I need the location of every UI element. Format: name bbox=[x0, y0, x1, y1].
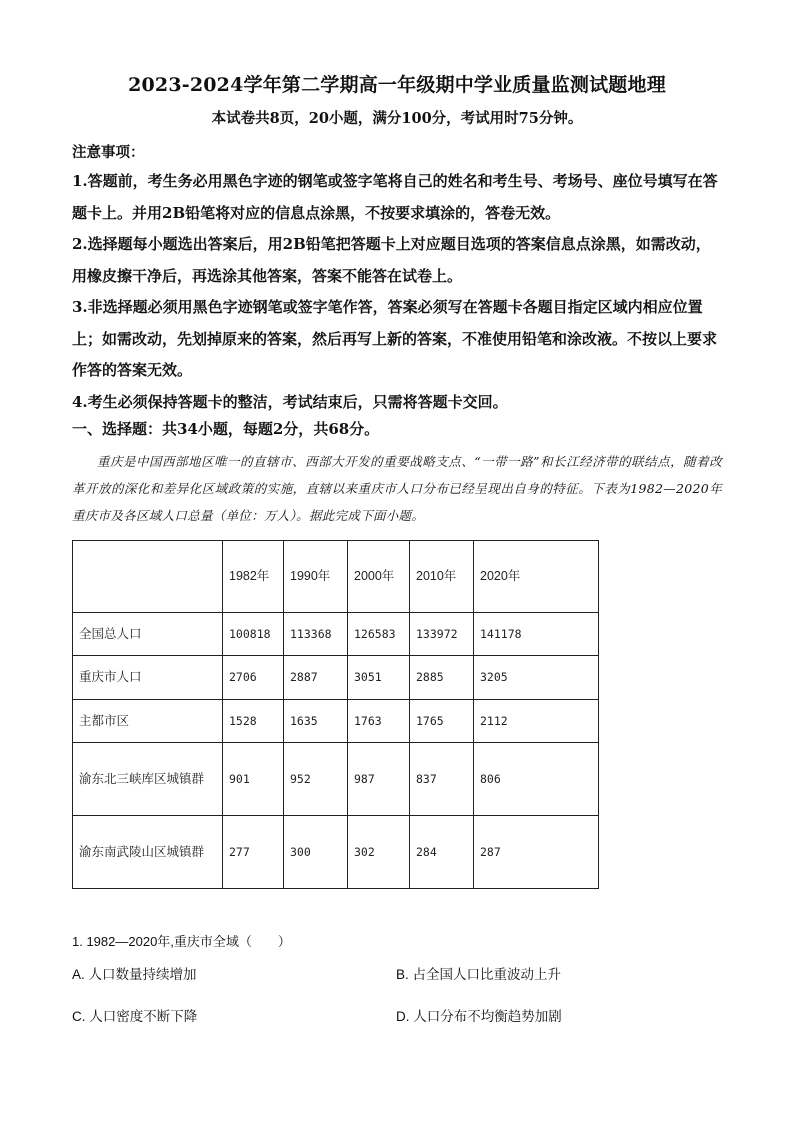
table-cell: 300 bbox=[284, 816, 348, 889]
population-table bbox=[72, 540, 599, 889]
notice-heading: 注意事项： bbox=[72, 144, 145, 161]
notice-rules bbox=[72, 166, 722, 418]
rule-item: 3.非选择题必须用黑色字迹钢笔或签字笔作答，答案必须写在答题卡各题目指定区域内相应位置上；如需改动，先划掉原来的答案，然后再写上新的答案，不准使用铅笔和涂改液。不按以上要求作答的答案无效。 bbox=[72, 298, 718, 379]
table-cell: 302 bbox=[348, 816, 410, 889]
table-row bbox=[73, 656, 599, 700]
table-cell: 2885 bbox=[410, 656, 474, 700]
table-cell: 126583 bbox=[348, 613, 410, 656]
table-header-cell: 2020年 bbox=[474, 541, 599, 613]
option-c: C. 人口密度不断下降 bbox=[72, 1009, 198, 1024]
table-cell: 全国总人口 bbox=[73, 613, 223, 656]
table-cell: 277 bbox=[223, 816, 284, 889]
table-cell: 主都市区 bbox=[73, 700, 223, 743]
table-cell: 1763 bbox=[348, 700, 410, 743]
table-cell: 133972 bbox=[410, 613, 474, 656]
rule-item: 4.考生必须保持答题卡的整洁，考试结束后，只需将答题卡交回。 bbox=[72, 392, 508, 411]
table-header-cell: 2010年 bbox=[410, 541, 474, 613]
table-cell: 806 bbox=[474, 743, 599, 816]
table-cell: 1635 bbox=[284, 700, 348, 743]
table-cell: 141178 bbox=[474, 613, 599, 656]
reading-passage: 重庆是中国西部地区唯一的直辖市、西部大开发的重要战略支点、“一带一路”和长江经济带的联结点，随着改革开放的深化和差异化区域政策的实施，直辖以来重庆市人口分布已经呈现出自身的特征。下表为1982—2020年重庆市及各区域人口总量（单位：万人）。据此完成下面小题。 bbox=[72, 454, 722, 523]
section-heading: 一、选择题：共34小题，每题2分，共68分。 bbox=[72, 420, 380, 438]
table-cell: 重庆市人口 bbox=[73, 656, 223, 700]
option-a: A. 人口数量持续增加 bbox=[72, 967, 197, 982]
table-cell: 901 bbox=[223, 743, 284, 816]
table-row bbox=[73, 743, 599, 816]
table-cell: 渝东北三峡库区城镇群 bbox=[73, 743, 223, 816]
table-cell: 2112 bbox=[474, 700, 599, 743]
table-row bbox=[73, 613, 599, 656]
table-cell: 3205 bbox=[474, 656, 599, 700]
table-cell: 287 bbox=[474, 816, 599, 889]
exam-info: 本试卷共8页，20小题，满分100分，考试用时75分钟。 bbox=[211, 110, 583, 127]
page-title: 2023-2024学年第二学期高一年级期中学业质量监测试题地理 bbox=[128, 74, 666, 96]
option-b: B. 占全国人口比重波动上升 bbox=[396, 967, 562, 982]
table-header-cell: 1990年 bbox=[284, 541, 348, 613]
table-cell: 100818 bbox=[223, 613, 284, 656]
table-cell: 113368 bbox=[284, 613, 348, 656]
table-cell: 2706 bbox=[223, 656, 284, 700]
table-cell: 837 bbox=[410, 743, 474, 816]
rule-item: 1.答题前，考生务必用黑色字迹的钢笔或签字笔将自己的姓名和考生号、考场号、座位号填写在答题卡上。并用2B铅笔将对应的信息点涂黑，不按要求填涂的，答卷无效。 bbox=[72, 172, 718, 222]
table-cell: 284 bbox=[410, 816, 474, 889]
question-stem: 1. 1982—2020年,重庆市全域（ ） bbox=[72, 934, 291, 949]
table-cell: 1765 bbox=[410, 700, 474, 743]
table-header-cell: 1982年 bbox=[223, 541, 284, 613]
table-cell: 952 bbox=[284, 743, 348, 816]
table-row bbox=[73, 816, 599, 889]
table-cell: 987 bbox=[348, 743, 410, 816]
table-cell: 3051 bbox=[348, 656, 410, 700]
table-row bbox=[73, 700, 599, 743]
table-header-row bbox=[73, 541, 599, 613]
table-header-cell: 2000年 bbox=[348, 541, 410, 613]
table-cell: 渝东南武陵山区城镇群 bbox=[73, 816, 223, 889]
table-cell: 2887 bbox=[284, 656, 348, 700]
rule-item: 2.选择题每小题选出答案后，用2B铅笔把答题卡上对应题目选项的答案信息点涂黑，如需改动，用橡皮擦干净后，再选涂其他答案，答案不能答在试卷上。 bbox=[72, 235, 711, 285]
option-d: D. 人口分布不均衡趋势加剧 bbox=[396, 1009, 562, 1024]
table-cell: 1528 bbox=[223, 700, 284, 743]
table-header-cell bbox=[73, 541, 223, 613]
